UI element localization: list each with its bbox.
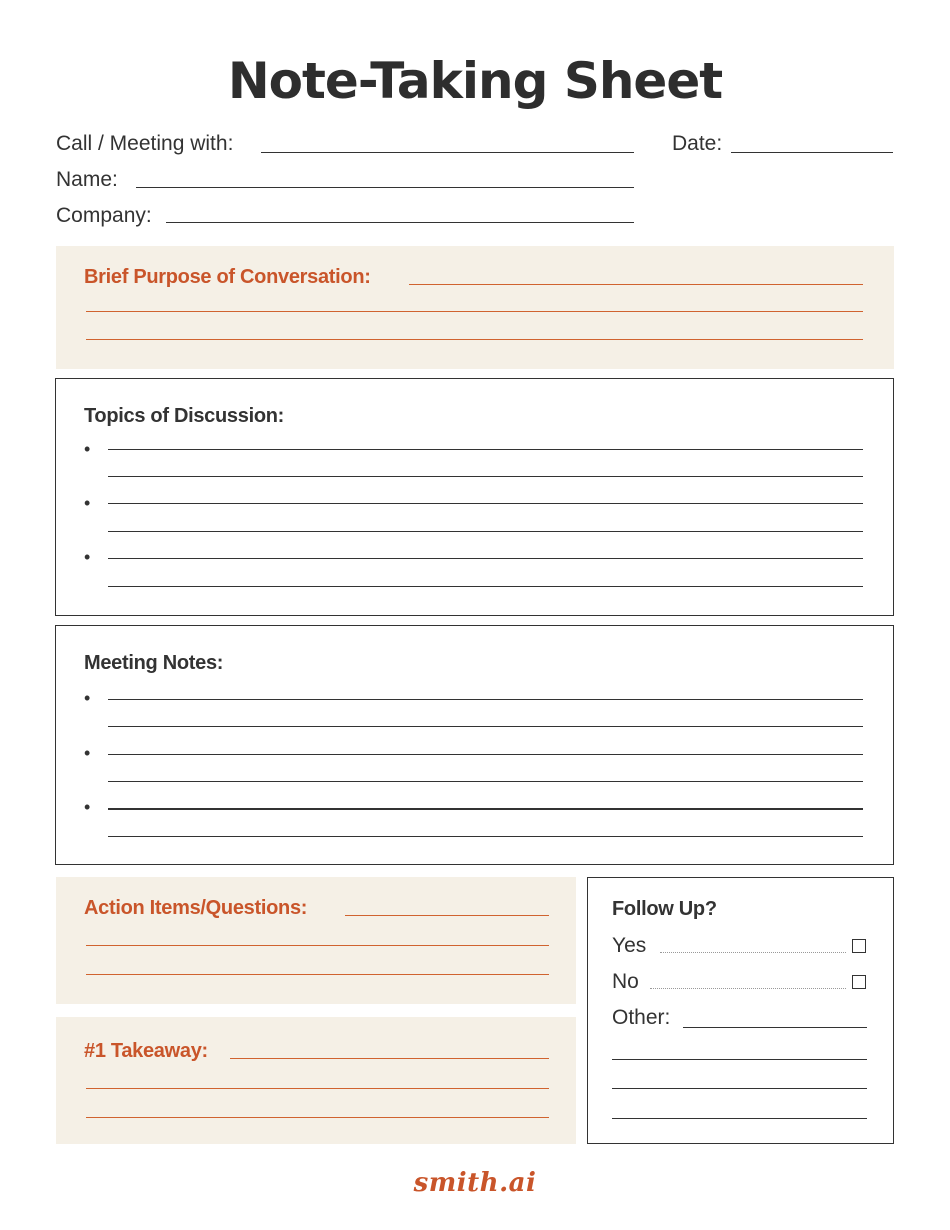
action-line-1[interactable] (345, 915, 549, 916)
notes-line-1[interactable] (108, 699, 863, 700)
takeaway-heading: #1 Takeaway: (84, 1040, 208, 1062)
topics-line-6[interactable] (108, 586, 863, 587)
date-label: Date: (672, 132, 723, 155)
takeaway-line-3[interactable] (86, 1117, 549, 1118)
notes-bullet-3: • (84, 797, 91, 817)
followup-yes-checkbox[interactable] (852, 939, 866, 953)
topics-line-4[interactable] (108, 531, 863, 532)
company-label: Company: (56, 204, 152, 227)
notes-line-4[interactable] (108, 781, 863, 782)
followup-yes-dots (660, 952, 846, 953)
followup-other-line-3[interactable] (612, 1088, 867, 1089)
followup-no-dots (650, 988, 846, 989)
action-line-2[interactable] (86, 945, 549, 946)
call-meeting-label: Call / Meeting with: (56, 132, 234, 155)
followup-other-field[interactable] (683, 1027, 867, 1028)
action-panel (56, 877, 576, 1004)
topics-panel (55, 378, 894, 616)
date-field[interactable] (731, 152, 893, 153)
notes-line-5[interactable] (108, 808, 863, 810)
followup-yes-label: Yes (612, 934, 647, 957)
followup-other-label: Other: (612, 1006, 671, 1029)
name-field[interactable] (136, 187, 634, 188)
topics-line-3[interactable] (108, 503, 863, 504)
followup-no-label: No (612, 970, 639, 993)
topics-bullet-2: • (84, 493, 91, 513)
purpose-panel (56, 246, 894, 369)
topics-line-1[interactable] (108, 449, 863, 450)
page-title: Note-Taking Sheet (227, 52, 723, 110)
action-line-3[interactable] (86, 974, 549, 975)
purpose-heading: Brief Purpose of Conversation: (84, 266, 371, 288)
topics-bullet-3: • (84, 547, 91, 567)
topics-bullet-1: • (84, 439, 91, 459)
action-heading: Action Items/Questions: (84, 897, 308, 919)
notes-panel (55, 625, 894, 865)
followup-panel (587, 877, 894, 1144)
call-meeting-field[interactable] (261, 152, 634, 153)
company-field[interactable] (166, 222, 634, 223)
notes-bullet-2: • (84, 743, 91, 763)
notes-line-6[interactable] (108, 836, 863, 837)
topics-line-2[interactable] (108, 476, 863, 477)
followup-other-line-2[interactable] (612, 1059, 867, 1060)
topics-line-5[interactable] (108, 558, 863, 559)
takeaway-line-1[interactable] (230, 1058, 549, 1059)
notes-bullet-1: • (84, 688, 91, 708)
topics-heading: Topics of Discussion: (84, 405, 285, 427)
followup-other-line-4[interactable] (612, 1118, 867, 1119)
followup-heading: Follow Up? (612, 898, 717, 920)
smith-ai-logo: smith.ai (413, 1168, 537, 1198)
notes-line-2[interactable] (108, 726, 863, 727)
name-label: Name: (56, 168, 118, 191)
takeaway-panel (56, 1017, 576, 1144)
purpose-line-3[interactable] (86, 339, 863, 340)
notes-heading: Meeting Notes: (84, 652, 224, 674)
takeaway-line-2[interactable] (86, 1088, 549, 1089)
purpose-line-2[interactable] (86, 311, 863, 312)
purpose-line-1[interactable] (409, 284, 863, 285)
followup-no-checkbox[interactable] (852, 975, 866, 989)
notes-line-3[interactable] (108, 754, 863, 755)
